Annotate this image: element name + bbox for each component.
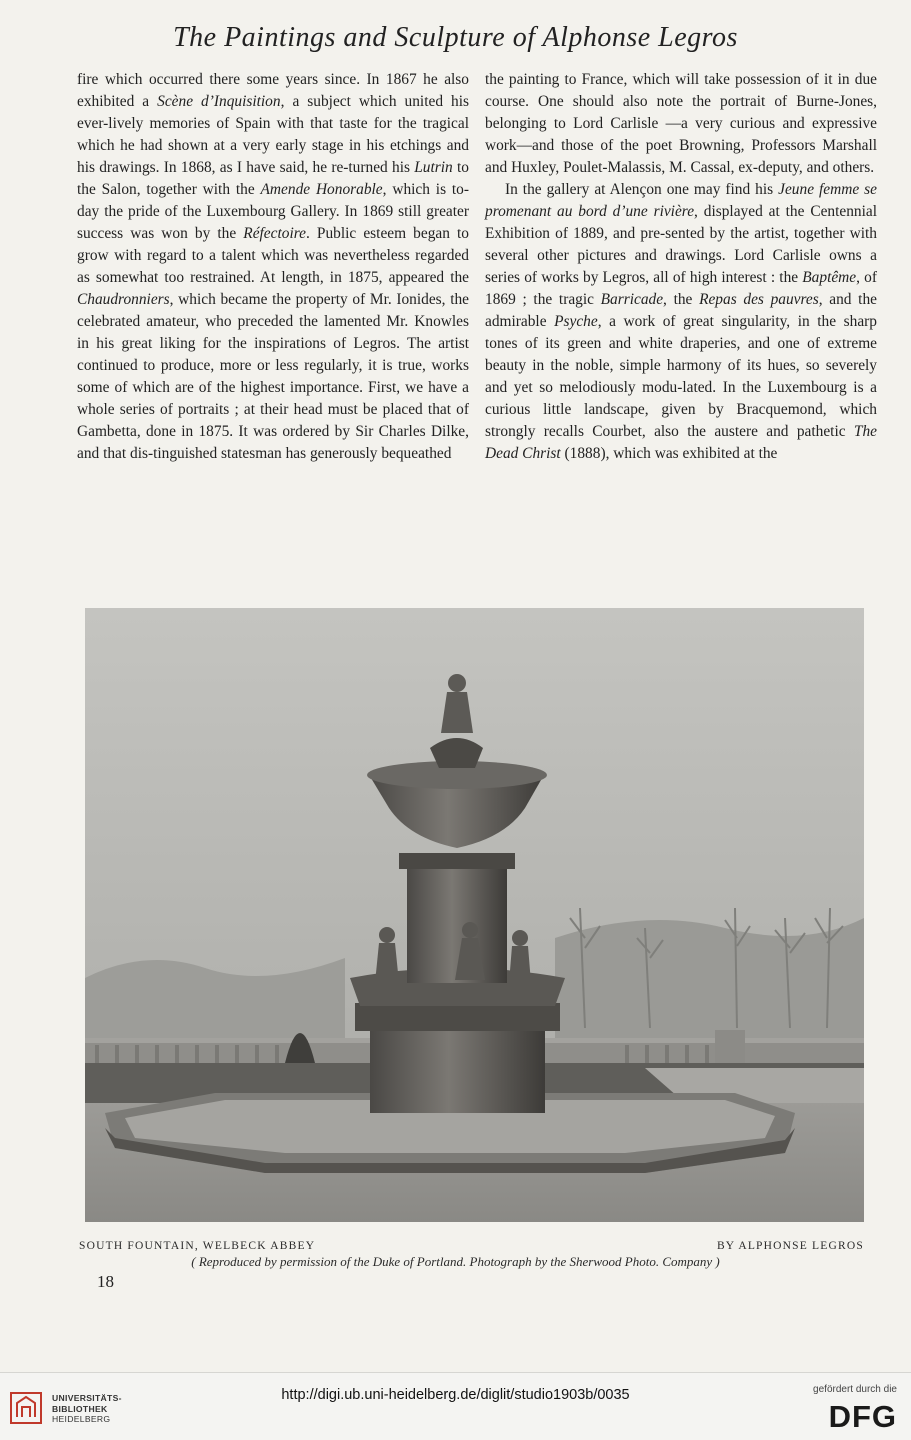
fountain-photograph xyxy=(85,608,864,1222)
funded-by-label: gefördert durch die xyxy=(813,1384,897,1395)
page-number: 18 xyxy=(97,1272,114,1291)
paragraph: In the gallery at Alençon one may find his Jeune femme se promenant au bord d’une rivière, displayed at the Centennial Exhibition of 1889, and pre-sented by the artist, together with several other pictures and drawings. Lord Carlisle owns a series of works by Legros, all of high interest : the Baptême, of 1869 ; the tragic Barricade, the Repas des pauvres, and the admirable Psyche, a work of great singularity, in the sharp tones of its green and white draperies, and one of extreme beauty in the noble, simple harmony of its hues, so severely and yet so melodiously modu-lated. In the Luxembourg is a curious little landscape, given by Bracquemond, which strongly recalls Courbet, also the austere and pathetic The Dead Christ (1888), which was exhibited at the xyxy=(485,181,877,462)
figure-credit: ( Reproduced by permission of the Duke of Portland. Photograph by the Sherwood Photo. Company ) xyxy=(191,1254,720,1269)
paragraph: fire which occurred there some years since. In 1867 he also exhibited a Scène d’Inquisition, a subject which united his ever-lively memories of Spain with that taste for the tragical which he had shown at a very early stage in his etchings and his drawings. In 1868, as I have said, he re-turned his Lutrin to the Salon, together with the Amende Honorable, which is to-day the pride of the Luxembourg Gallery. In 1869 still greater success was won by the Réfectoire. Public esteem began to grow with regard to a talent which was nevertheless regarded as somewhat too restrained. At length, in 1875, appeared the Chaudronniers, which became the property of Mr. Ionides, the celebrated amateur, who preceded the lamented Mr. Knowles in his great liking for the inspirations of Legros. The artist continued to produce, more or less regularly, it is true, works some of which are of the highest importance. First, we have a whole series of portraits ; at their head must be placed that of Gambetta, done in 1875. It was ordered by Sir Charles Dilke, and that dis-tinguished statesman has generously bequeathed xyxy=(77,71,469,462)
dfg-logo: DFG xyxy=(828,1399,897,1434)
source-url-link[interactable]: http://digi.ub.uni-heidelberg.de/diglit/studio1903b/0035 xyxy=(281,1387,630,1403)
library-name-line-3: HEIDELBERG xyxy=(52,1414,111,1424)
library-name-line-2: BIBLIOTHEK xyxy=(52,1403,108,1414)
right-text-column xyxy=(485,69,877,465)
digital-library-footer xyxy=(0,1372,911,1440)
figure-caption-artist: BY ALPHONSE LEGROS xyxy=(716,1240,864,1252)
library-name-line-1: UNIVERSITÄTS- xyxy=(52,1393,122,1403)
left-text-column xyxy=(77,69,469,465)
running-title: The Paintings and Sculpture of Alphonse Legros xyxy=(173,22,738,53)
figure-caption-title: SOUTH FOUNTAIN, WELBECK ABBEY xyxy=(79,1240,316,1252)
paragraph: the painting to France, which will take possession of it in due course. One should also note the portrait of Burne-Jones, belonging to Lord Carlisle —a very curious and expressive work—and those of the poet Browning, Professors Marshall and Huxley, Poulet-Malassis, M. Cassal, ex-deputy, and others. xyxy=(485,71,877,176)
